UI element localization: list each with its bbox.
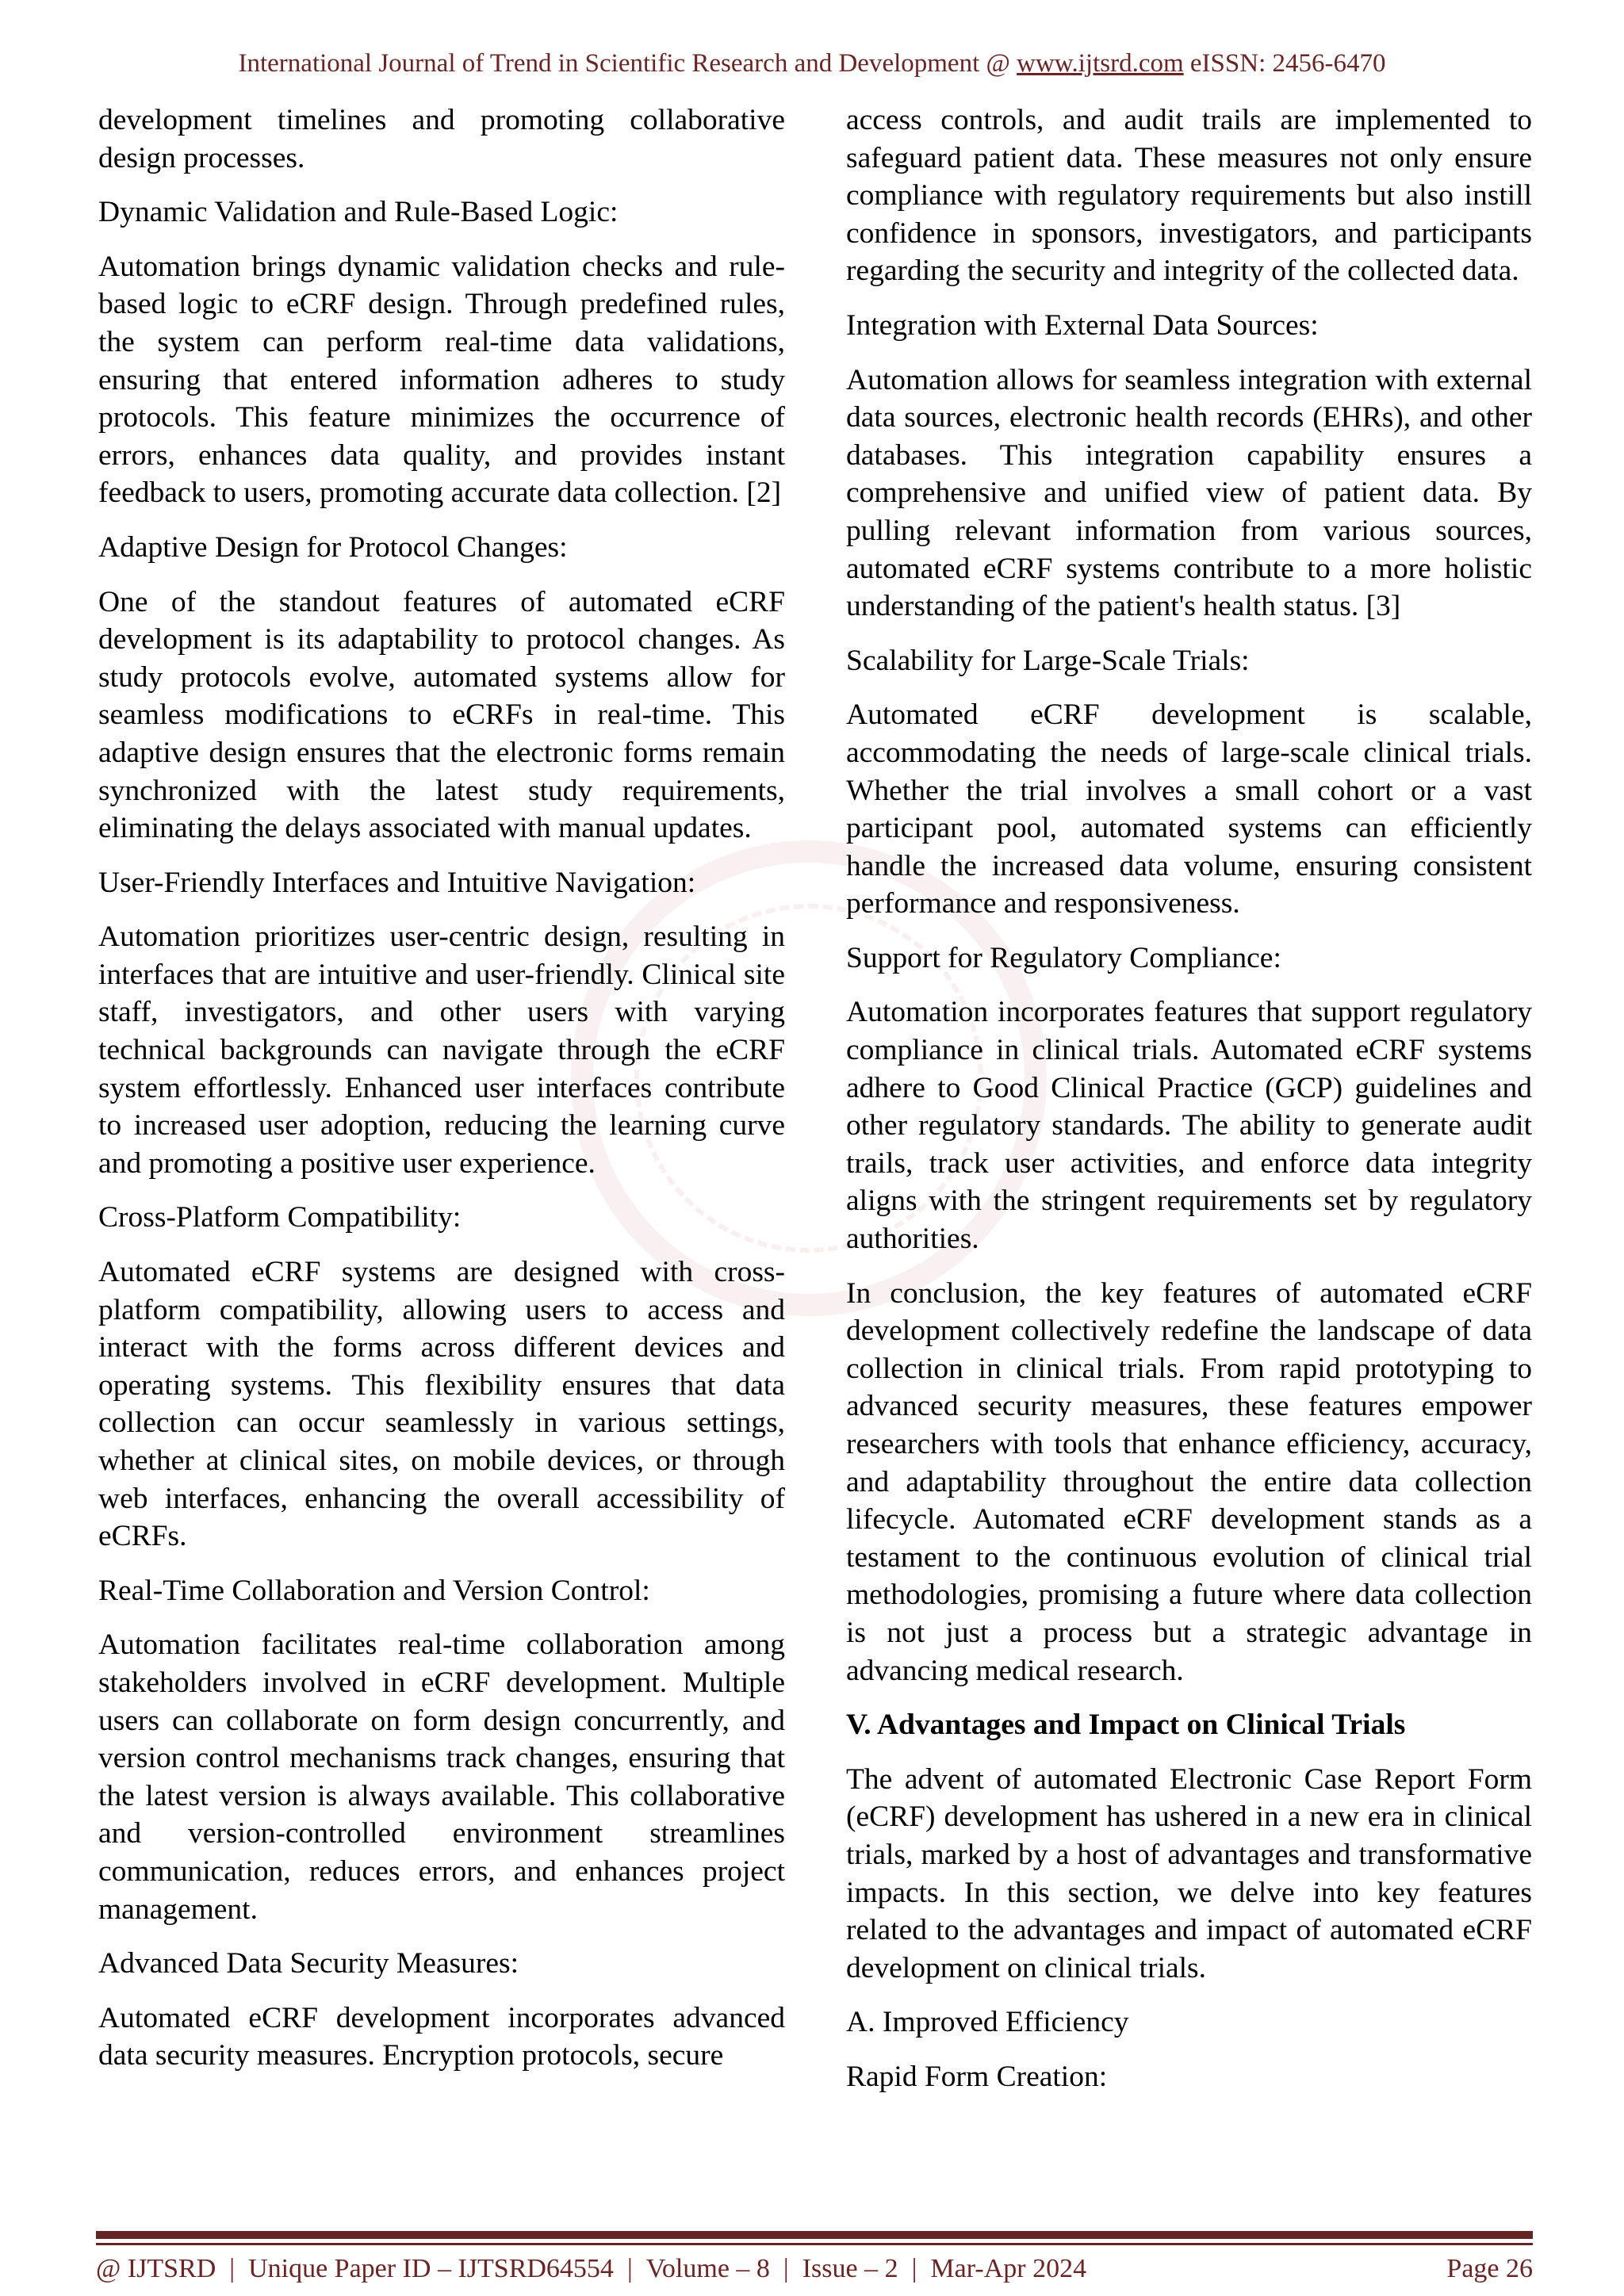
- footer-paper-id: Unique Paper ID – IJTSRD64554: [248, 2254, 614, 2283]
- subheading: Scalability for Large-Scale Trials:: [846, 644, 1250, 677]
- subheading: Adaptive Design for Protocol Changes:: [98, 530, 568, 564]
- paragraph: Automation facilitates real-time collaboration among stakeholders involved in eCRF development. Multiple users can collaborate on form design concurrently, and version control mechanisms track changes, ensuring that the latest version is always available. This collaborative and version-controlled environment streamlines communication, reduces errors, and enhances project management.: [98, 1628, 785, 1926]
- footer-publisher: @ IJTSRD: [96, 2254, 216, 2283]
- section-heading: V. Advantages and Impact on Clinical Trials: [846, 1709, 1406, 1742]
- paragraph: Automated eCRF development incorporates advanced data security measures. Encryption protocols, secure: [98, 2001, 785, 2072]
- right-column: [846, 101, 1532, 2113]
- paragraph: Automation incorporates features that support regulatory compliance in clinical trials. Automated eCRF systems adhere to Good Clinical Practice (GCP) guidelines and other regulatory standards. The ability to generate audit trails, track user activities, and enforce data integrity aligns with the stringent requirements set by regulatory authorities.: [846, 996, 1532, 1256]
- subheading: Rapid Form Creation:: [846, 2060, 1108, 2093]
- subheading: Cross-Platform Compatibility:: [98, 1201, 462, 1234]
- issn: eISSN: 2456-6470: [1183, 49, 1386, 78]
- paragraph: Automated eCRF development is scalable, accommodating the needs of large-scale clinical trials. Whether the trial involves a small cohort or a vast participant pool, automated systems can efficiently handle the increased data volume, ensuring consistent performance and responsiveness.: [846, 698, 1532, 920]
- footer-page-number: Page 26: [1446, 2254, 1533, 2283]
- paragraph: Automated eCRF systems are designed with cross-platform compatibility, allowing users to access and interact with the forms across different devices and operating systems. This flexibility ensures that data collection can occur seamlessly in various settings, whether at clinical sites, on mobile devices, or through web interfaces, enhancing the overall accessibility of eCRFs.: [98, 1256, 785, 1553]
- footer-rule-thin: [96, 2243, 1533, 2245]
- subheading: Real-Time Collaboration and Version Control:: [98, 1574, 650, 1607]
- footer-separator: |: [613, 2254, 646, 2283]
- footer-separator: |: [216, 2254, 249, 2283]
- paragraph: development timelines and promoting collaborative design processes.: [98, 104, 785, 174]
- paragraph: Automation allows for seamless integration with external data sources, electronic health records (EHRs), and other databases. This integration capability ensures a comprehensive and unified view of patient data. By pulling relevant information from various sources, automated eCRF systems contribute to a more holistic understanding of the patient's health status. [3]: [846, 363, 1532, 623]
- running-footer: [96, 2254, 1533, 2284]
- paragraph: Automation prioritizes user-centric design, resulting in interfaces that are intuitive and user-friendly. Clinical site staff, investigators, and other users with varying technical backgrounds can navigate through the eCRF system effortlessly. Enhanced user interfaces contribute to increased user adoption, reducing the learning curve and promoting a positive user experience.: [98, 920, 785, 1180]
- subheading: Support for Regulatory Compliance:: [846, 941, 1281, 974]
- left-column: [98, 101, 785, 2091]
- footer-rule-thick: [96, 2231, 1533, 2239]
- footer-separator: |: [769, 2254, 802, 2283]
- paragraph: access controls, and audit trails are implemented to safeguard patient data. These measures not only ensure compliance with regulatory requirements but also instill confidence in sponsors, investigators, and participants regarding the security and integrity of the collected data.: [846, 104, 1532, 288]
- subheading: Integration with External Data Sources:: [846, 308, 1319, 342]
- running-header: [0, 49, 1624, 78]
- subheading: A. Improved Efficiency: [846, 2006, 1129, 2039]
- subheading: User-Friendly Interfaces and Intuitive Navigation:: [98, 866, 696, 899]
- subheading: Advanced Data Security Measures:: [98, 1947, 519, 1980]
- paragraph: One of the standout features of automated eCRF development is its adaptability to protocol changes. As study protocols evolve, automated systems allow for seamless modifications to eCRFs in real-time. This adaptive design ensures that the electronic forms remain synchronized with the latest study requirements, eliminating the delays associated with manual updates.: [98, 585, 785, 845]
- footer-volume: Volume – 8: [645, 2254, 770, 2283]
- paragraph: In conclusion, the key features of automated eCRF development collectively redefine the landscape of data collection in clinical trials. From rapid prototyping to advanced security measures, these features empower researchers with tools that enhance efficiency, accuracy, and adaptability throughout the entire data collection lifecycle. Automated eCRF development stands as a testament to the continuous evolution of clinical trial methodologies, promising a future where data collection is not just a process but a strategic advantage in advancing medical research.: [846, 1276, 1532, 1687]
- footer-date: Mar-Apr 2024: [930, 2254, 1087, 2283]
- journal-name: International Journal of Trend in Scientific Research and Development @: [238, 49, 1017, 78]
- footer-issue: Issue – 2: [802, 2254, 898, 2283]
- paragraph: Automation brings dynamic validation checks and rule-based logic to eCRF design. Through predefined rules, the system can perform real-time data validations, ensuring that entered information adheres to study protocols. This feature minimizes the occurrence of errors, enhances data quality, and provides instant feedback to users, promoting accurate data collection. [2]: [98, 250, 785, 510]
- paragraph: The advent of automated Electronic Case Report Form (eCRF) development has ushered in a new era in clinical trials, marked by a host of advantages and transformative impacts. In this section, we delve into key features related to the advantages and impact of automated eCRF development on clinical trials.: [846, 1762, 1532, 1984]
- subheading: Dynamic Validation and Rule-Based Logic:: [98, 196, 619, 229]
- footer-separator: |: [898, 2254, 931, 2283]
- journal-url-link[interactable]: www.ijtsrd.com: [1017, 49, 1184, 78]
